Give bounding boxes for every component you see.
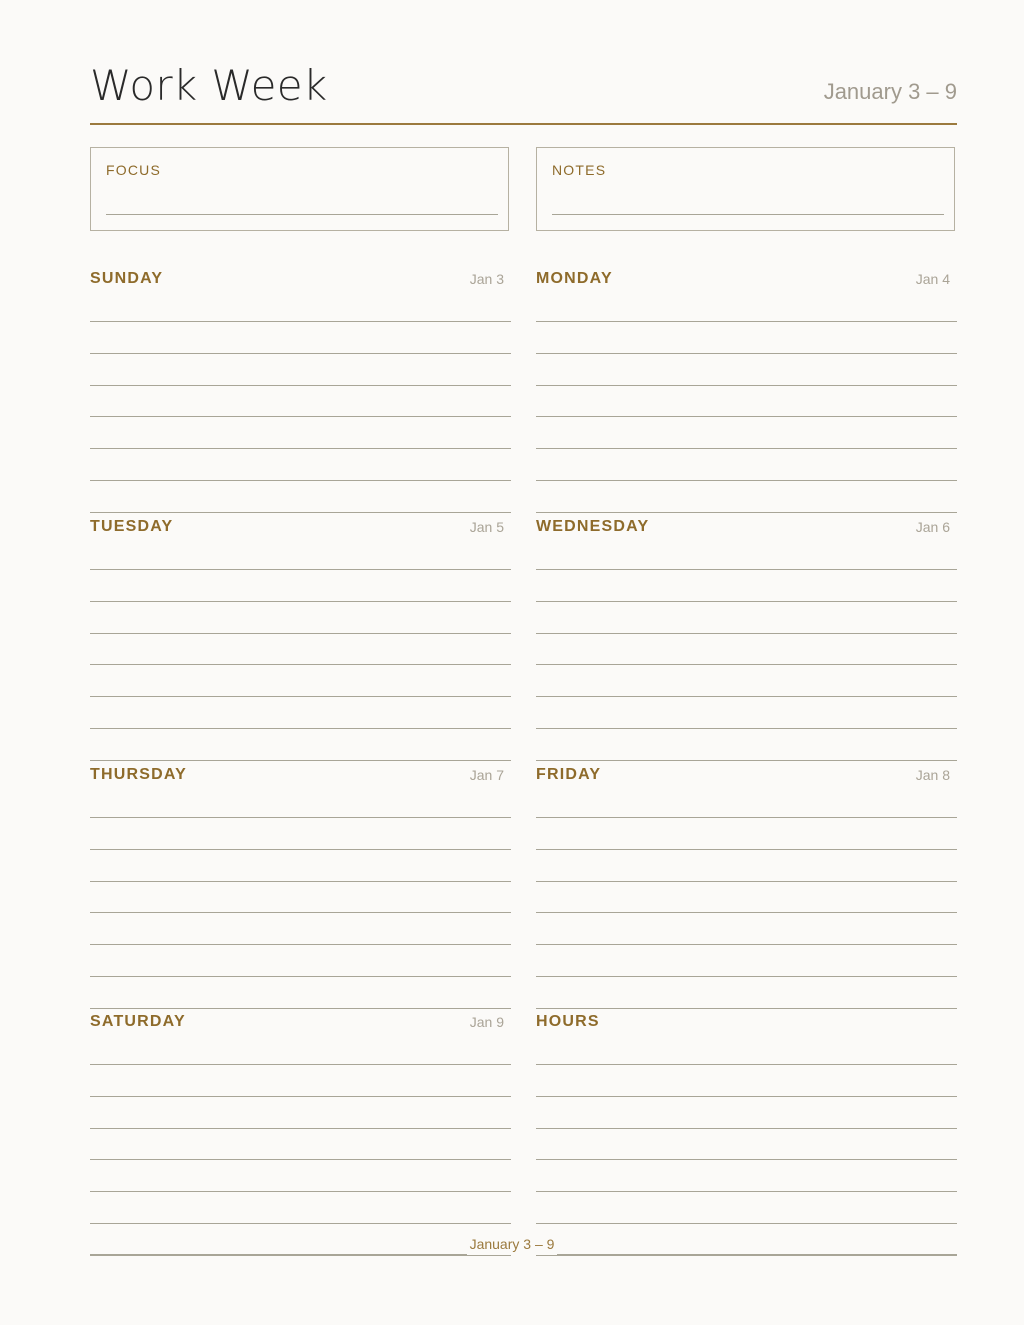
writing-line [536, 321, 957, 322]
writing-line [536, 1096, 957, 1097]
focus-box[interactable] [90, 147, 509, 231]
focus-writing-line [106, 214, 498, 215]
writing-line [90, 1096, 511, 1097]
writing-line [90, 1064, 511, 1065]
header-divider [90, 123, 957, 125]
day-name: TUESDAY [90, 518, 174, 535]
writing-line [90, 633, 511, 634]
section-sunday[interactable] [90, 268, 511, 516]
writing-line [90, 1128, 511, 1129]
writing-line [90, 728, 511, 729]
day-date: Jan 6 [915, 519, 950, 535]
section-monday[interactable] [536, 268, 957, 516]
writing-line [536, 633, 957, 634]
section-header [90, 516, 511, 540]
writing-line [90, 321, 511, 322]
page-title: Work Week [90, 61, 328, 110]
day-date: Jan 5 [469, 519, 504, 535]
section-header [90, 268, 511, 292]
focus-label: FOCUS [106, 162, 161, 178]
writing-line [90, 353, 511, 354]
writing-line [536, 1008, 957, 1009]
writing-line [536, 480, 957, 481]
writing-line [90, 696, 511, 697]
writing-line [90, 1255, 511, 1256]
day-date: Jan 8 [915, 767, 950, 783]
section-header [536, 1011, 957, 1035]
writing-line [90, 881, 511, 882]
writing-line [536, 760, 957, 761]
writing-line [536, 448, 957, 449]
section-tuesday[interactable] [90, 516, 511, 764]
writing-line [90, 569, 511, 570]
footer-rule-left [90, 1254, 467, 1255]
writing-line [90, 1159, 511, 1160]
section-hours[interactable] [536, 1011, 957, 1259]
writing-line [90, 976, 511, 977]
writing-line [536, 385, 957, 386]
section-header [90, 764, 511, 788]
writing-line [90, 512, 511, 513]
notes-box[interactable] [536, 147, 955, 231]
writing-line [90, 760, 511, 761]
writing-line [536, 416, 957, 417]
writing-line [90, 664, 511, 665]
section-thursday[interactable] [90, 764, 511, 1012]
writing-line [536, 664, 957, 665]
writing-line [536, 728, 957, 729]
writing-line [90, 448, 511, 449]
writing-line [90, 1191, 511, 1192]
day-date: Jan 7 [469, 767, 504, 783]
footer-rule-right [557, 1254, 957, 1255]
writing-line [90, 849, 511, 850]
writing-line [90, 480, 511, 481]
writing-line [536, 601, 957, 602]
section-header [536, 516, 957, 540]
writing-line [90, 1008, 511, 1009]
section-saturday[interactable] [90, 1011, 511, 1259]
footer-date-range: January 3 – 9 [469, 1236, 555, 1252]
section-header [536, 764, 957, 788]
writing-line [536, 569, 957, 570]
day-date: Jan 3 [469, 271, 504, 287]
section-friday[interactable] [536, 764, 957, 1012]
writing-line [536, 696, 957, 697]
writing-line [90, 1223, 511, 1224]
writing-line [536, 1191, 957, 1192]
writing-line [90, 416, 511, 417]
day-date: Jan 9 [469, 1014, 504, 1030]
day-name: FRIDAY [536, 766, 602, 783]
date-range: January 3 – 9 [823, 79, 957, 104]
writing-line [536, 1223, 957, 1224]
writing-line [90, 912, 511, 913]
writing-line [536, 881, 957, 882]
notes-label: NOTES [552, 162, 607, 178]
writing-line [536, 1159, 957, 1160]
writing-line [536, 1255, 957, 1256]
section-header [90, 1011, 511, 1035]
writing-line [536, 976, 957, 977]
day-date: Jan 4 [915, 271, 950, 287]
section-wednesday[interactable] [536, 516, 957, 764]
day-name: THURSDAY [90, 766, 188, 783]
section-header [536, 268, 957, 292]
writing-line [536, 817, 957, 818]
writing-line [536, 912, 957, 913]
writing-line [536, 944, 957, 945]
notes-writing-line [552, 214, 944, 215]
writing-line [90, 817, 511, 818]
day-name: SUNDAY [90, 270, 164, 287]
writing-line [536, 849, 957, 850]
writing-line [536, 1064, 957, 1065]
writing-line [536, 512, 957, 513]
writing-line [536, 1128, 957, 1129]
day-name: MONDAY [536, 270, 613, 287]
day-name: HOURS [536, 1013, 600, 1030]
day-name: WEDNESDAY [536, 518, 650, 535]
writing-line [90, 601, 511, 602]
writing-line [536, 353, 957, 354]
writing-line [90, 944, 511, 945]
day-name: SATURDAY [90, 1013, 186, 1030]
writing-line [90, 385, 511, 386]
